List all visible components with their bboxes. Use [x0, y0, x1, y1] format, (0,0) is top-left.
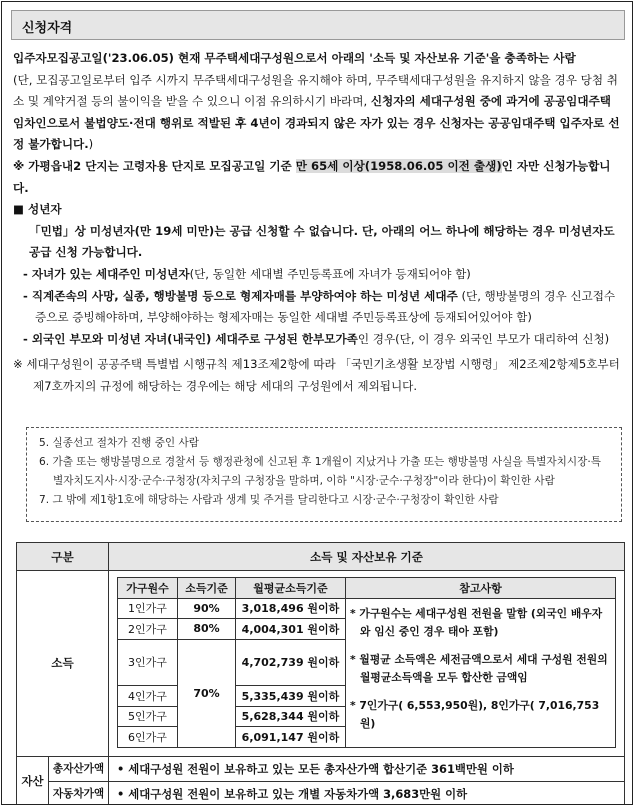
list-item: - 직계존속의 사망, 실종, 행방불명 등으로 형제자매를 부양하여야 하는 미성년 세대주 (단, 행방불명의 경우 신고접수증으로 증빙해야하며, 부양해야하는 형제자매는 동일한 세대별 주민등록표상에 등재되어있어야 함) — [23, 288, 616, 325]
income-asset-table — [16, 542, 625, 805]
table-row: 6인가구 6,091,147 원이하 — [118, 727, 616, 748]
table-row: 3인가구 70% 4,702,739 원이하 — [118, 639, 616, 686]
list-item: 7. 그 밖에 제1항1호에 해당하는 사람과 생계 및 주거를 달리한다고 시장·군수·구청장이 확인한 사람 — [39, 494, 499, 506]
asset-label: 자산 — [17, 756, 49, 805]
table-row: 5인가구 5,628,344 원이하 — [118, 706, 616, 727]
col-notes: 참고사항 — [346, 578, 616, 599]
list-item: - 자녀가 있는 세대주인 미성년자(단, 동일한 세대별 주민등록표에 자녀가 등재되어야 함) — [23, 266, 471, 281]
list-item: 5. 실종선고 절차가 진행 중인 사람 — [39, 437, 199, 449]
table-header-category: 구분 — [17, 543, 109, 571]
car-value-label: 자동차가액 — [49, 781, 109, 805]
adult-description: 「민법」상 미성년자(만 19세 미만)는 공급 신청할 수 없습니다. 단, 아래의 어느 하나에 해당하는 경우 미성년자도 공급 신청 가능합니다. — [29, 223, 615, 260]
table-header-criteria: 소득 및 자산보유 기준 — [109, 543, 625, 571]
car-value: • 세대구성원 전원이 보유하고 있는 개별 자동차가액 3,683만원 이하 — [109, 781, 625, 805]
col-household: 가구원수 — [118, 578, 178, 599]
col-ratio: 소득기준 — [178, 578, 236, 599]
list-item: 6. 가출 또는 행방불명으로 경찰서 등 행정관청에 신고된 후 1개월이 지났거나 가출 또는 행방불명 사실을 특별자치시장·특별자치도지사·시장·군수·구청장(자치구의 구청장을 말하며, 이하 "시장·군수·구청장"이라 한다)이 확인한 사람 — [39, 456, 601, 487]
col-amount: 월평균소득기준 — [236, 578, 346, 599]
table-row: 2인가구 80% 4,004,301 원이하 — [118, 619, 616, 640]
table-row: 1인가구 90% 3,018,496 원이하 * 가구원수는 세대구성원 전원을 말함 (외국인 배우자와 임신 중인 경우 태아 포함) * 월평균 소득액은 세전금액으로서 세대 구성원 전원의 월평균소득액을 모두 합산한 금액임 * 7인가구( 6,553,950원), 8인가구( 7,016,753원) — [118, 598, 616, 619]
page-frame — [1, 1, 633, 805]
adult-heading: ■ 성년자 — [13, 202, 62, 217]
total-asset-label: 총자산가액 — [49, 756, 109, 781]
income-label: 소득 — [17, 571, 109, 757]
exclusion-criteria-box — [26, 427, 622, 522]
list-item: - 외국인 부모와 미성년 자녀(내국인) 세대주로 구성된 한부모가족인 경우(단, 이 경우 외국인 부모가 대리하여 신청) — [23, 331, 610, 346]
table-row: 4인가구 5,335,439 원이하 — [118, 686, 616, 707]
reference-notes: * 가구원수는 세대구성원 전원을 말함 (외국인 배우자와 임신 중인 경우 태아 포함) * 월평균 소득액은 세전금액으로서 세대 구성원 전원의 월평균소득액을 모두 합산한 금액임 * 7인가구( 6,553,950원), 8인가구( 7,016,753원) — [346, 598, 616, 747]
income-table — [117, 577, 616, 748]
section-title: 신청자격 — [11, 10, 625, 40]
intro-condition: (단, 모집공고일로부터 입주 시까지 무주택세대구성원을 유지해야 하며, 무주택세대구성원을 유지하지 않을 경우 당첨 취소 및 계약거절 등의 불이익을 받을 수 있으니 이점 유의하시기 바라며, 신청자의 세대구성원 중에 과거에 공공임대주택 임차인으로서 불법양도·전대 행위로 적발된 후 4년이 경과되지 않은 자가 있는 경우 신청자는 공공임대주택 입주자로 선정 불가합니다.) — [13, 72, 620, 152]
eligibility-text — [13, 48, 625, 398]
intro-line: 입주자모집공고일('23.06.05) 현재 무주택세대구성원으로서 아래의 '소득 및 자산보유 기준'을 충족하는 사람 — [13, 51, 576, 65]
total-asset-value: • 세대구성원 전원이 보유하고 있는 모든 총자산가액 합산기준 361백만원 이하 — [109, 756, 625, 781]
exclusion-footnote: ※ 세대구성원이 공공주택 특별법 시행규칙 제13조제2항에 따라 「국민기초생활 보장법 시행령」 제2조제2항제5호부터 제7호까지의 규정에 해당하는 경우에는 해당 세대의 구성원에서 제외됩니다. — [13, 357, 620, 393]
elderly-note: ※ 가평읍내2 단지는 고령자용 단지로 모집공고일 기준 만 65세 이상(1958.06.05 이전 출생)인 자만 신청가능합니다. — [13, 158, 611, 195]
